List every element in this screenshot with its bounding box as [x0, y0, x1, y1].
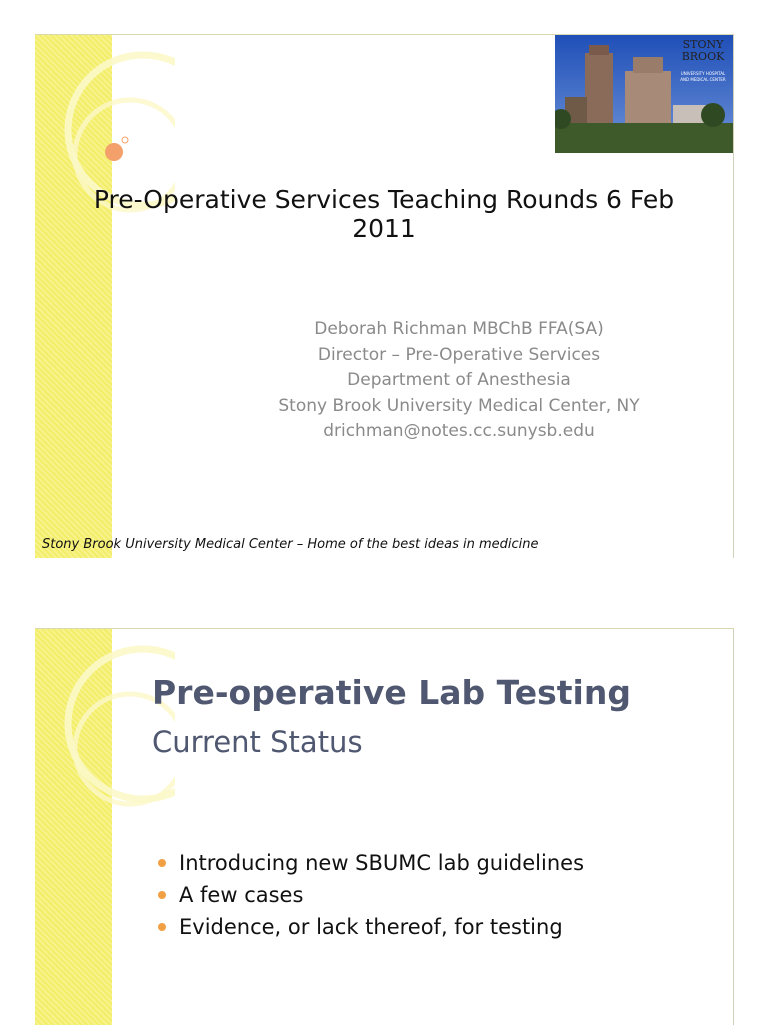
logo-sub-1: UNIVERSITY HOSPITAL	[680, 71, 726, 76]
slide-2	[35, 628, 734, 1025]
logo-sub-2: AND MEDICAL CENTER	[680, 77, 726, 82]
author-department: Department of Anesthesia	[347, 370, 571, 390]
bullet-dot-icon	[158, 859, 166, 867]
bullet-dot-icon	[158, 923, 166, 931]
slide-title: Pre-Operative Services Teaching Rounds 6 Feb 2011	[93, 185, 675, 243]
bullet-list	[158, 847, 584, 943]
author-institution: Stony Brook University Medical Center, NY	[278, 395, 640, 416]
slide-title: Pre-operative Lab Testing	[152, 673, 631, 712]
logo-line-2: BROOK	[681, 50, 725, 63]
list-item: Introducing new SBUMC lab guidelines	[158, 847, 584, 879]
author-position: Director – Pre-Operative Services	[317, 344, 601, 365]
bullet-dot-icon	[158, 891, 166, 899]
author-block	[247, 317, 671, 445]
list-item: A few cases	[158, 879, 584, 911]
slide-subtitle: Current Status	[152, 725, 363, 759]
hospital-photo	[555, 35, 733, 153]
list-item: Evidence, or lack thereof, for testing	[158, 911, 584, 943]
slide-1	[35, 34, 734, 558]
author-name: Deborah Richman MBChB FFA(SA)	[314, 319, 604, 339]
logo-line-1: STONY	[682, 38, 724, 51]
slide-footer: Stony Brook University Medical Center – Home of the best ideas in medicine	[42, 537, 539, 552]
author-email: drichman@notes.cc.sunysb.edu	[323, 421, 595, 441]
orange-dot-icon	[105, 143, 123, 161]
